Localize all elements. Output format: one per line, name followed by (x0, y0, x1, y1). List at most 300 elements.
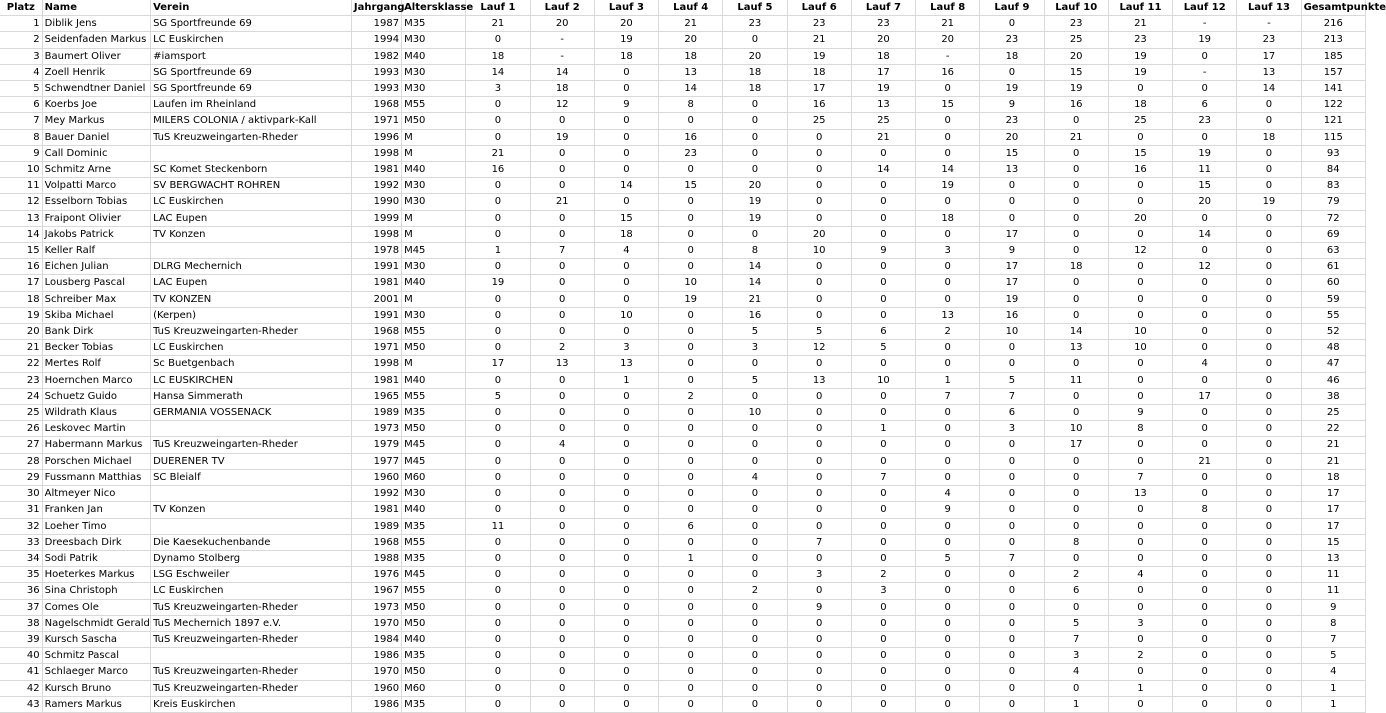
cell-lauf-4[interactable]: 0 (659, 259, 723, 275)
cell-lauf-9[interactable]: 0 (980, 502, 1044, 518)
cell-lauf-8[interactable]: 19 (916, 178, 980, 194)
cell-lauf-11[interactable]: 23 (1108, 32, 1172, 48)
cell-lauf-6[interactable]: 0 (787, 388, 851, 404)
cell-lauf-2[interactable]: 0 (530, 226, 594, 242)
cell-lauf-9[interactable]: 0 (980, 340, 1044, 356)
cell-lauf-10[interactable]: 13 (1044, 340, 1108, 356)
cell-lauf-6[interactable]: 9 (787, 599, 851, 615)
cell-lauf-6[interactable]: 0 (787, 405, 851, 421)
cell-lauf-2[interactable]: 0 (530, 599, 594, 615)
cell-lauf-3[interactable]: 0 (594, 194, 658, 210)
cell-lauf-12[interactable]: 12 (1173, 259, 1237, 275)
cell-verein[interactable]: TuS Kreuzweingarten-Rheder (151, 664, 352, 680)
cell-lauf-4[interactable]: 14 (659, 81, 723, 97)
cell-gesamtpunkte[interactable]: 1 (1301, 680, 1365, 696)
cell-gesamtpunkte[interactable]: 122 (1301, 97, 1365, 113)
cell-lauf-5[interactable]: 0 (723, 534, 787, 550)
cell-lauf-5[interactable]: 0 (723, 502, 787, 518)
cell-verein[interactable]: DLRG Mechernich (151, 259, 352, 275)
cell-lauf-8[interactable]: 21 (916, 16, 980, 32)
cell-verein[interactable]: LC EUSKIRCHEN (151, 372, 352, 388)
cell-altersklasse[interactable]: M30 (402, 194, 466, 210)
cell-lauf-12[interactable]: 15 (1173, 178, 1237, 194)
cell-verein[interactable]: TuS Kreuzweingarten-Rheder (151, 680, 352, 696)
cell-lauf-3[interactable]: 0 (594, 129, 658, 145)
cell-lauf-4[interactable]: 0 (659, 226, 723, 242)
cell-lauf-3[interactable]: 0 (594, 486, 658, 502)
cell-lauf-9[interactable]: 15 (980, 145, 1044, 161)
cell-lauf-10[interactable]: 18 (1044, 259, 1108, 275)
cell-platz[interactable]: 37 (0, 599, 42, 615)
cell-name[interactable]: Call Dominic (42, 145, 150, 161)
cell-lauf-12[interactable]: 8 (1173, 502, 1237, 518)
cell-jahrgang[interactable]: 1977 (351, 453, 401, 469)
cell-lauf-2[interactable]: 18 (530, 81, 594, 97)
cell-verein[interactable]: Sc Buetgenbach (151, 356, 352, 372)
cell-altersklasse[interactable]: M50 (402, 113, 466, 129)
cell-verein[interactable]: MILERS COLONIA / aktivpark-Kall (151, 113, 352, 129)
cell-lauf-10[interactable]: 0 (1044, 550, 1108, 566)
cell-lauf-12[interactable]: 0 (1173, 275, 1237, 291)
cell-lauf-2[interactable]: 0 (530, 486, 594, 502)
cell-altersklasse[interactable]: M55 (402, 583, 466, 599)
cell-jahrgang[interactable]: 1981 (351, 502, 401, 518)
cell-altersklasse[interactable]: M40 (402, 372, 466, 388)
cell-lauf-8[interactable]: 0 (916, 405, 980, 421)
cell-gesamtpunkte[interactable]: 55 (1301, 307, 1365, 323)
cell-lauf-7[interactable]: 0 (851, 388, 915, 404)
cell-lauf-2[interactable]: 0 (530, 405, 594, 421)
cell-name[interactable]: Fraipont Olivier (42, 210, 150, 226)
cell-lauf-12[interactable]: 11 (1173, 162, 1237, 178)
cell-verein[interactable]: Die Kaesekuchenbande (151, 534, 352, 550)
cell-lauf-10[interactable]: 0 (1044, 291, 1108, 307)
cell-name[interactable]: Loeher Timo (42, 518, 150, 534)
cell-verein[interactable]: LC Euskirchen (151, 194, 352, 210)
cell-gesamtpunkte[interactable]: 11 (1301, 583, 1365, 599)
cell-lauf-5[interactable]: 19 (723, 210, 787, 226)
cell-lauf-5[interactable]: 16 (723, 307, 787, 323)
cell-lauf-2[interactable]: 0 (530, 210, 594, 226)
cell-verein[interactable] (151, 486, 352, 502)
cell-jahrgang[interactable]: 2001 (351, 291, 401, 307)
cell-lauf-7[interactable]: 0 (851, 599, 915, 615)
cell-lauf-12[interactable]: 0 (1173, 680, 1237, 696)
cell-lauf-3[interactable]: 0 (594, 567, 658, 583)
cell-lauf-13[interactable]: 0 (1237, 324, 1301, 340)
cell-lauf-10[interactable]: 0 (1044, 518, 1108, 534)
cell-lauf-4[interactable]: 0 (659, 567, 723, 583)
cell-altersklasse[interactable]: M55 (402, 324, 466, 340)
cell-lauf-3[interactable]: 4 (594, 243, 658, 259)
cell-lauf-5[interactable]: 19 (723, 194, 787, 210)
cell-lauf-5[interactable]: 0 (723, 97, 787, 113)
cell-name[interactable]: Diblik Jens (42, 16, 150, 32)
cell-lauf-5[interactable]: 0 (723, 32, 787, 48)
cell-altersklasse[interactable]: M40 (402, 631, 466, 647)
cell-platz[interactable]: 1 (0, 16, 42, 32)
cell-lauf-11[interactable]: 0 (1108, 129, 1172, 145)
cell-lauf-1[interactable]: 0 (466, 97, 530, 113)
cell-jahrgang[interactable]: 1981 (351, 162, 401, 178)
cell-lauf-12[interactable]: 21 (1173, 453, 1237, 469)
cell-lauf-8[interactable]: 0 (916, 81, 980, 97)
cell-lauf-10[interactable]: 0 (1044, 388, 1108, 404)
cell-lauf-11[interactable]: 10 (1108, 340, 1172, 356)
cell-lauf-5[interactable]: 0 (723, 664, 787, 680)
cell-lauf-11[interactable]: 0 (1108, 291, 1172, 307)
cell-lauf-13[interactable]: 0 (1237, 631, 1301, 647)
cell-lauf-5[interactable]: 0 (723, 550, 787, 566)
cell-lauf-3[interactable]: 0 (594, 81, 658, 97)
cell-lauf-6[interactable]: 0 (787, 145, 851, 161)
cell-lauf-13[interactable]: 13 (1237, 64, 1301, 80)
cell-lauf-4[interactable]: 0 (659, 534, 723, 550)
cell-lauf-4[interactable]: 10 (659, 275, 723, 291)
cell-lauf-6[interactable]: 0 (787, 162, 851, 178)
cell-lauf-11[interactable]: 0 (1108, 437, 1172, 453)
cell-lauf-7[interactable]: 23 (851, 16, 915, 32)
cell-lauf-11[interactable]: 0 (1108, 502, 1172, 518)
cell-gesamtpunkte[interactable]: 61 (1301, 259, 1365, 275)
cell-verein[interactable]: Laufen im Rheinland (151, 97, 352, 113)
cell-lauf-8[interactable]: 16 (916, 64, 980, 80)
cell-jahrgang[interactable]: 1971 (351, 340, 401, 356)
cell-lauf-8[interactable]: 0 (916, 437, 980, 453)
cell-lauf-12[interactable]: 0 (1173, 648, 1237, 664)
cell-lauf-4[interactable]: 0 (659, 664, 723, 680)
cell-lauf-8[interactable]: 3 (916, 243, 980, 259)
cell-lauf-10[interactable]: 3 (1044, 648, 1108, 664)
cell-lauf-10[interactable]: 0 (1044, 680, 1108, 696)
cell-lauf-4[interactable]: 16 (659, 129, 723, 145)
cell-lauf-11[interactable]: 0 (1108, 259, 1172, 275)
cell-lauf-3[interactable]: 0 (594, 583, 658, 599)
cell-gesamtpunkte[interactable]: 79 (1301, 194, 1365, 210)
cell-lauf-7[interactable]: 0 (851, 534, 915, 550)
cell-name[interactable]: Seidenfaden Markus (42, 32, 150, 48)
cell-name[interactable]: Schlaeger Marco (42, 664, 150, 680)
cell-altersklasse[interactable]: M35 (402, 550, 466, 566)
cell-lauf-5[interactable]: 5 (723, 324, 787, 340)
cell-lauf-4[interactable]: 0 (659, 502, 723, 518)
cell-lauf-11[interactable]: 0 (1108, 453, 1172, 469)
cell-name[interactable]: Porschen Michael (42, 453, 150, 469)
cell-lauf-11[interactable]: 13 (1108, 486, 1172, 502)
cell-lauf-12[interactable]: 0 (1173, 48, 1237, 64)
cell-verein[interactable]: GERMANIA VOSSENACK (151, 405, 352, 421)
cell-verein[interactable]: SC Bleialf (151, 469, 352, 485)
cell-lauf-5[interactable]: 0 (723, 599, 787, 615)
cell-lauf-7[interactable]: 3 (851, 583, 915, 599)
cell-lauf-7[interactable]: 0 (851, 696, 915, 712)
cell-lauf-9[interactable]: 19 (980, 81, 1044, 97)
cell-lauf-7[interactable]: 9 (851, 243, 915, 259)
cell-lauf-2[interactable]: 0 (530, 696, 594, 712)
cell-lauf-6[interactable]: 0 (787, 469, 851, 485)
cell-lauf-4[interactable]: 21 (659, 16, 723, 32)
cell-verein[interactable]: LC Euskirchen (151, 32, 352, 48)
cell-lauf-9[interactable]: 0 (980, 599, 1044, 615)
cell-lauf-1[interactable]: 0 (466, 567, 530, 583)
cell-lauf-7[interactable]: 0 (851, 210, 915, 226)
cell-lauf-9[interactable]: 7 (980, 550, 1044, 566)
cell-lauf-5[interactable]: 20 (723, 48, 787, 64)
cell-lauf-1[interactable]: 0 (466, 583, 530, 599)
cell-lauf-5[interactable]: 0 (723, 631, 787, 647)
cell-lauf-6[interactable]: 3 (787, 567, 851, 583)
cell-lauf-12[interactable]: 19 (1173, 32, 1237, 48)
cell-lauf-1[interactable]: 11 (466, 518, 530, 534)
cell-lauf-12[interactable]: 0 (1173, 340, 1237, 356)
cell-lauf-1[interactable]: 0 (466, 129, 530, 145)
cell-lauf-1[interactable]: 0 (466, 291, 530, 307)
cell-lauf-8[interactable]: 0 (916, 631, 980, 647)
cell-jahrgang[interactable]: 1965 (351, 388, 401, 404)
cell-name[interactable]: Franken Jan (42, 502, 150, 518)
cell-jahrgang[interactable]: 1960 (351, 469, 401, 485)
cell-lauf-5[interactable]: 0 (723, 226, 787, 242)
cell-lauf-13[interactable]: 0 (1237, 518, 1301, 534)
cell-lauf-2[interactable]: 0 (530, 162, 594, 178)
cell-verein[interactable]: TV Konzen (151, 502, 352, 518)
cell-name[interactable]: Leskovec Martin (42, 421, 150, 437)
cell-verein[interactable]: TuS Kreuzweingarten-Rheder (151, 631, 352, 647)
cell-lauf-10[interactable]: 19 (1044, 81, 1108, 97)
cell-altersklasse[interactable]: M60 (402, 680, 466, 696)
cell-name[interactable]: Jakobs Patrick (42, 226, 150, 242)
cell-lauf-13[interactable]: - (1237, 16, 1301, 32)
cell-lauf-6[interactable]: 23 (787, 16, 851, 32)
cell-lauf-13[interactable]: 0 (1237, 356, 1301, 372)
cell-lauf-6[interactable]: 21 (787, 32, 851, 48)
cell-lauf-4[interactable]: 0 (659, 405, 723, 421)
cell-lauf-4[interactable]: 8 (659, 97, 723, 113)
cell-lauf-12[interactable]: 0 (1173, 518, 1237, 534)
cell-altersklasse[interactable]: M55 (402, 534, 466, 550)
cell-lauf-3[interactable]: 0 (594, 291, 658, 307)
cell-lauf-9[interactable]: 9 (980, 97, 1044, 113)
cell-gesamtpunkte[interactable]: 213 (1301, 32, 1365, 48)
cell-lauf-9[interactable]: 20 (980, 129, 1044, 145)
cell-lauf-10[interactable]: 0 (1044, 113, 1108, 129)
cell-lauf-11[interactable]: 12 (1108, 243, 1172, 259)
cell-gesamtpunkte[interactable]: 17 (1301, 486, 1365, 502)
cell-name[interactable]: Lousberg Pascal (42, 275, 150, 291)
cell-lauf-11[interactable]: 0 (1108, 534, 1172, 550)
cell-platz[interactable]: 38 (0, 615, 42, 631)
cell-altersklasse[interactable]: M55 (402, 388, 466, 404)
cell-gesamtpunkte[interactable]: 60 (1301, 275, 1365, 291)
cell-lauf-12[interactable]: 0 (1173, 615, 1237, 631)
cell-lauf-5[interactable]: 0 (723, 129, 787, 145)
cell-jahrgang[interactable]: 1996 (351, 129, 401, 145)
cell-jahrgang[interactable]: 1971 (351, 113, 401, 129)
cell-lauf-2[interactable]: - (530, 48, 594, 64)
cell-lauf-1[interactable]: 0 (466, 259, 530, 275)
cell-lauf-2[interactable]: 0 (530, 145, 594, 161)
cell-lauf-8[interactable]: 0 (916, 129, 980, 145)
cell-lauf-12[interactable]: 0 (1173, 664, 1237, 680)
cell-lauf-11[interactable]: 0 (1108, 518, 1172, 534)
cell-lauf-7[interactable]: 20 (851, 32, 915, 48)
cell-lauf-12[interactable]: 20 (1173, 194, 1237, 210)
cell-lauf-3[interactable]: 13 (594, 356, 658, 372)
cell-lauf-1[interactable]: 0 (466, 210, 530, 226)
cell-lauf-7[interactable]: 0 (851, 356, 915, 372)
cell-lauf-8[interactable]: 0 (916, 340, 980, 356)
cell-jahrgang[interactable]: 1991 (351, 259, 401, 275)
cell-lauf-3[interactable]: 0 (594, 259, 658, 275)
cell-lauf-1[interactable]: 18 (466, 48, 530, 64)
header-lauf-5[interactable]: Lauf 5 (723, 0, 787, 16)
cell-lauf-9[interactable]: 17 (980, 259, 1044, 275)
header-platz[interactable]: Platz (0, 0, 42, 16)
cell-lauf-1[interactable]: 0 (466, 680, 530, 696)
cell-lauf-11[interactable]: 0 (1108, 81, 1172, 97)
cell-lauf-4[interactable]: 19 (659, 291, 723, 307)
cell-lauf-10[interactable]: 16 (1044, 97, 1108, 113)
cell-lauf-12[interactable]: 0 (1173, 437, 1237, 453)
cell-lauf-13[interactable]: 0 (1237, 664, 1301, 680)
header-lauf-8[interactable]: Lauf 8 (916, 0, 980, 16)
cell-lauf-13[interactable]: 0 (1237, 113, 1301, 129)
cell-lauf-9[interactable]: 23 (980, 113, 1044, 129)
cell-lauf-1[interactable]: 0 (466, 648, 530, 664)
cell-name[interactable]: Sina Christoph (42, 583, 150, 599)
cell-lauf-10[interactable]: 2 (1044, 567, 1108, 583)
cell-platz[interactable]: 36 (0, 583, 42, 599)
cell-lauf-13[interactable]: 18 (1237, 129, 1301, 145)
cell-lauf-6[interactable]: 16 (787, 97, 851, 113)
cell-lauf-13[interactable]: 0 (1237, 275, 1301, 291)
cell-platz[interactable]: 29 (0, 469, 42, 485)
cell-jahrgang[interactable]: 1993 (351, 64, 401, 80)
cell-lauf-2[interactable]: - (530, 32, 594, 48)
cell-lauf-6[interactable]: 25 (787, 113, 851, 129)
cell-lauf-2[interactable]: 4 (530, 437, 594, 453)
cell-lauf-2[interactable]: 0 (530, 469, 594, 485)
cell-lauf-5[interactable]: 0 (723, 356, 787, 372)
cell-platz[interactable]: 18 (0, 291, 42, 307)
cell-lauf-8[interactable]: 20 (916, 32, 980, 48)
cell-lauf-12[interactable]: 19 (1173, 145, 1237, 161)
cell-gesamtpunkte[interactable]: 157 (1301, 64, 1365, 80)
cell-lauf-5[interactable]: 0 (723, 680, 787, 696)
cell-lauf-12[interactable]: 0 (1173, 243, 1237, 259)
cell-lauf-8[interactable]: 0 (916, 599, 980, 615)
cell-lauf-1[interactable]: 0 (466, 615, 530, 631)
cell-altersklasse[interactable]: M45 (402, 453, 466, 469)
cell-lauf-6[interactable]: 0 (787, 307, 851, 323)
cell-lauf-1[interactable]: 0 (466, 437, 530, 453)
cell-lauf-10[interactable]: 6 (1044, 583, 1108, 599)
cell-lauf-8[interactable]: 0 (916, 664, 980, 680)
cell-lauf-1[interactable]: 0 (466, 324, 530, 340)
cell-name[interactable]: Comes Ole (42, 599, 150, 615)
cell-lauf-8[interactable]: 14 (916, 162, 980, 178)
cell-lauf-10[interactable]: 0 (1044, 243, 1108, 259)
cell-name[interactable]: Zoell Henrik (42, 64, 150, 80)
cell-lauf-11[interactable]: 0 (1108, 388, 1172, 404)
cell-platz[interactable]: 9 (0, 145, 42, 161)
cell-lauf-8[interactable]: 0 (916, 453, 980, 469)
cell-verein[interactable]: LC Euskirchen (151, 340, 352, 356)
cell-lauf-8[interactable]: 0 (916, 356, 980, 372)
cell-lauf-9[interactable]: 3 (980, 421, 1044, 437)
cell-lauf-7[interactable]: 1 (851, 421, 915, 437)
cell-altersklasse[interactable]: M (402, 145, 466, 161)
cell-lauf-1[interactable]: 0 (466, 178, 530, 194)
cell-altersklasse[interactable]: M40 (402, 275, 466, 291)
cell-lauf-11[interactable]: 1 (1108, 680, 1172, 696)
cell-lauf-8[interactable]: 0 (916, 275, 980, 291)
cell-platz[interactable]: 14 (0, 226, 42, 242)
cell-lauf-1[interactable]: 0 (466, 453, 530, 469)
cell-verein[interactable]: TuS Kreuzweingarten-Rheder (151, 324, 352, 340)
cell-lauf-13[interactable]: 0 (1237, 226, 1301, 242)
cell-lauf-9[interactable]: 0 (980, 469, 1044, 485)
cell-verein[interactable]: LAC Eupen (151, 275, 352, 291)
cell-lauf-4[interactable]: 13 (659, 64, 723, 80)
cell-name[interactable]: Baumert Oliver (42, 48, 150, 64)
cell-gesamtpunkte[interactable]: 141 (1301, 81, 1365, 97)
cell-name[interactable]: Bank Dirk (42, 324, 150, 340)
cell-lauf-12[interactable]: 0 (1173, 583, 1237, 599)
cell-verein[interactable]: LC Euskirchen (151, 583, 352, 599)
cell-jahrgang[interactable]: 1998 (351, 226, 401, 242)
cell-lauf-8[interactable]: 9 (916, 502, 980, 518)
cell-lauf-13[interactable]: 0 (1237, 307, 1301, 323)
cell-lauf-9[interactable]: 0 (980, 518, 1044, 534)
header-lauf-13[interactable]: Lauf 13 (1237, 0, 1301, 16)
cell-lauf-13[interactable]: 0 (1237, 599, 1301, 615)
cell-altersklasse[interactable]: M45 (402, 243, 466, 259)
cell-lauf-4[interactable]: 0 (659, 324, 723, 340)
cell-lauf-4[interactable]: 0 (659, 453, 723, 469)
cell-lauf-8[interactable]: 18 (916, 210, 980, 226)
cell-jahrgang[interactable]: 1960 (351, 680, 401, 696)
cell-lauf-11[interactable]: 10 (1108, 324, 1172, 340)
cell-lauf-7[interactable]: 0 (851, 178, 915, 194)
cell-name[interactable]: Schmitz Pascal (42, 648, 150, 664)
cell-lauf-7[interactable]: 0 (851, 680, 915, 696)
cell-jahrgang[interactable]: 1986 (351, 648, 401, 664)
cell-jahrgang[interactable]: 1999 (351, 210, 401, 226)
cell-lauf-7[interactable]: 0 (851, 615, 915, 631)
cell-lauf-10[interactable]: 0 (1044, 486, 1108, 502)
cell-platz[interactable]: 24 (0, 388, 42, 404)
cell-gesamtpunkte[interactable]: 11 (1301, 567, 1365, 583)
cell-lauf-10[interactable]: 0 (1044, 178, 1108, 194)
cell-lauf-6[interactable]: 0 (787, 583, 851, 599)
cell-lauf-5[interactable]: 0 (723, 113, 787, 129)
cell-platz[interactable]: 3 (0, 48, 42, 64)
cell-lauf-1[interactable]: 1 (466, 243, 530, 259)
cell-lauf-6[interactable]: 0 (787, 194, 851, 210)
cell-lauf-9[interactable]: 0 (980, 648, 1044, 664)
cell-lauf-10[interactable]: 0 (1044, 502, 1108, 518)
cell-lauf-12[interactable]: 0 (1173, 81, 1237, 97)
cell-lauf-10[interactable]: 20 (1044, 48, 1108, 64)
cell-lauf-4[interactable]: 0 (659, 194, 723, 210)
cell-lauf-12[interactable]: 0 (1173, 486, 1237, 502)
cell-gesamtpunkte[interactable]: 4 (1301, 664, 1365, 680)
cell-altersklasse[interactable]: M (402, 356, 466, 372)
cell-lauf-10[interactable]: 11 (1044, 372, 1108, 388)
cell-lauf-7[interactable]: 0 (851, 550, 915, 566)
cell-lauf-3[interactable]: 0 (594, 469, 658, 485)
